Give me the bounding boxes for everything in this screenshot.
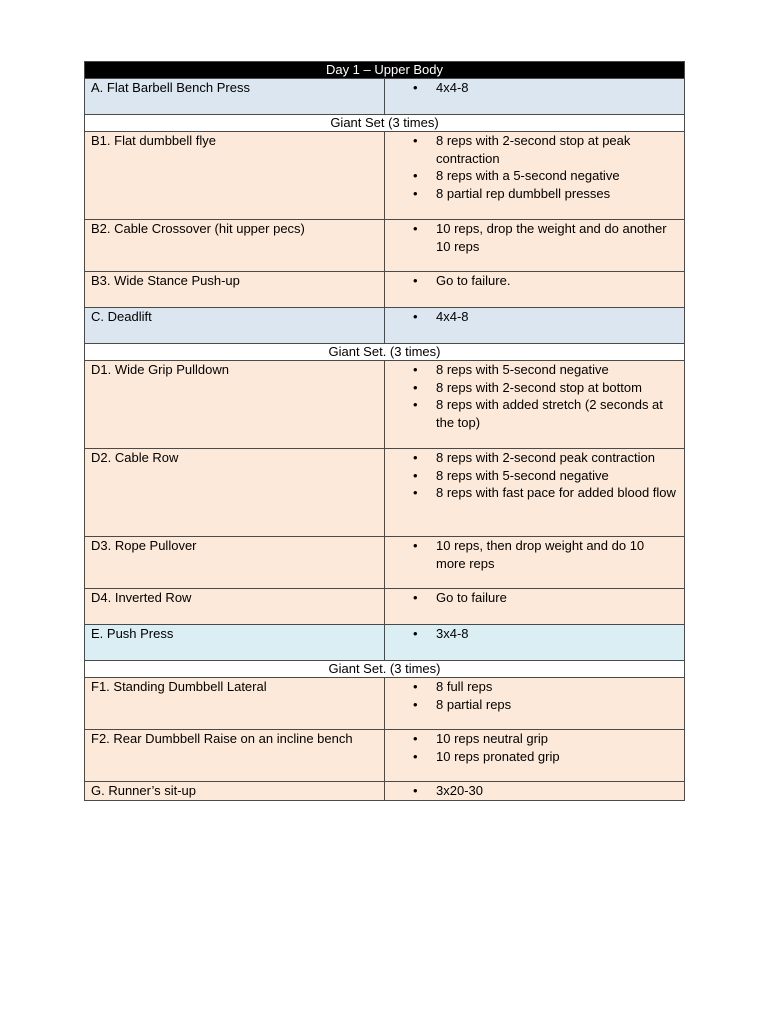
exercise-name: D3. Rope Pullover — [85, 537, 385, 589]
detail-item: • 8 reps with 5-second negative — [385, 467, 684, 485]
detail-item: • 8 reps with 5-second negative — [385, 361, 684, 379]
detail-list — [385, 678, 684, 713]
detail-item: • 10 reps neutral grip — [385, 730, 684, 748]
exercise-details — [385, 730, 685, 782]
detail-list — [385, 625, 684, 643]
detail-item: • 10 reps, drop the weight and do another 10 reps — [385, 220, 684, 255]
exercise-name: A. Flat Barbell Bench Press — [85, 79, 385, 115]
detail-item: • 4x4-8 — [385, 308, 684, 326]
exercise-row — [85, 272, 685, 308]
exercise-name: G. Runner’s sit-up — [85, 782, 385, 801]
detail-list — [385, 449, 684, 502]
workout-sheet — [84, 61, 685, 801]
exercise-name: C. Deadlift — [85, 308, 385, 344]
detail-list — [385, 589, 684, 607]
exercise-details — [385, 625, 685, 661]
exercise-name: F2. Rear Dumbbell Raise on an incline bench — [85, 730, 385, 782]
exercise-row — [85, 537, 685, 589]
exercise-row — [85, 361, 685, 449]
exercise-name: F1. Standing Dumbbell Lateral — [85, 678, 385, 730]
detail-item: • 10 reps, then drop weight and do 10 more reps — [385, 537, 684, 572]
exercise-details — [385, 79, 685, 115]
detail-item: • 8 reps with 2-second stop at peak contraction — [385, 132, 684, 167]
giant-set-label: Giant Set. (3 times) — [85, 344, 685, 361]
detail-item: • 8 reps with added stretch (2 seconds at the top) — [385, 396, 684, 431]
detail-list — [385, 361, 684, 431]
detail-item: • 8 partial rep dumbbell presses — [385, 185, 684, 203]
exercise-row — [85, 782, 685, 801]
detail-item: • 4x4-8 — [385, 79, 684, 97]
exercise-row — [85, 449, 685, 537]
exercise-row — [85, 132, 685, 220]
detail-item: • 8 reps with fast pace for added blood flow — [385, 484, 684, 502]
giant-set-label: Giant Set. (3 times) — [85, 661, 685, 678]
exercise-details — [385, 220, 685, 272]
detail-item: • 3x4-8 — [385, 625, 684, 643]
exercise-details — [385, 361, 685, 449]
exercise-details — [385, 272, 685, 308]
detail-item: • 8 full reps — [385, 678, 684, 696]
exercise-details — [385, 782, 685, 801]
detail-item: • 8 reps with 2-second peak contraction — [385, 449, 684, 467]
exercise-name: B2. Cable Crossover (hit upper pecs) — [85, 220, 385, 272]
exercise-details — [385, 308, 685, 344]
exercise-details — [385, 132, 685, 220]
detail-item: • Go to failure — [385, 589, 684, 607]
detail-list — [385, 272, 684, 290]
detail-item: • Go to failure. — [385, 272, 684, 290]
exercise-row — [85, 220, 685, 272]
giant-set-label: Giant Set (3 times) — [85, 115, 685, 132]
detail-list — [385, 79, 684, 97]
exercise-name: B1. Flat dumbbell flye — [85, 132, 385, 220]
detail-item: • 8 partial reps — [385, 696, 684, 714]
exercise-name: D4. Inverted Row — [85, 589, 385, 625]
giant-set-header-row — [85, 661, 685, 678]
exercise-details — [385, 589, 685, 625]
detail-list — [385, 308, 684, 326]
giant-set-header-row — [85, 344, 685, 361]
detail-list — [385, 537, 684, 572]
exercise-row — [85, 730, 685, 782]
detail-list — [385, 220, 684, 255]
title-row — [85, 62, 685, 79]
exercise-name: E. Push Press — [85, 625, 385, 661]
detail-list — [385, 132, 684, 202]
workout-table — [84, 61, 685, 801]
detail-item: • 3x20-30 — [385, 782, 684, 800]
exercise-name: D2. Cable Row — [85, 449, 385, 537]
exercise-row — [85, 625, 685, 661]
detail-item: • 8 reps with 2-second stop at bottom — [385, 379, 684, 397]
table-title: Day 1 – Upper Body — [85, 62, 685, 79]
exercise-name: B3. Wide Stance Push-up — [85, 272, 385, 308]
exercise-details — [385, 449, 685, 537]
exercise-details — [385, 537, 685, 589]
detail-item: • 8 reps with a 5-second negative — [385, 167, 684, 185]
detail-list — [385, 782, 684, 800]
exercise-name: D1. Wide Grip Pulldown — [85, 361, 385, 449]
exercise-row — [85, 308, 685, 344]
exercise-row — [85, 79, 685, 115]
exercise-details — [385, 678, 685, 730]
exercise-row — [85, 589, 685, 625]
giant-set-header-row — [85, 115, 685, 132]
detail-item: • 10 reps pronated grip — [385, 748, 684, 766]
detail-list — [385, 730, 684, 765]
exercise-row — [85, 678, 685, 730]
